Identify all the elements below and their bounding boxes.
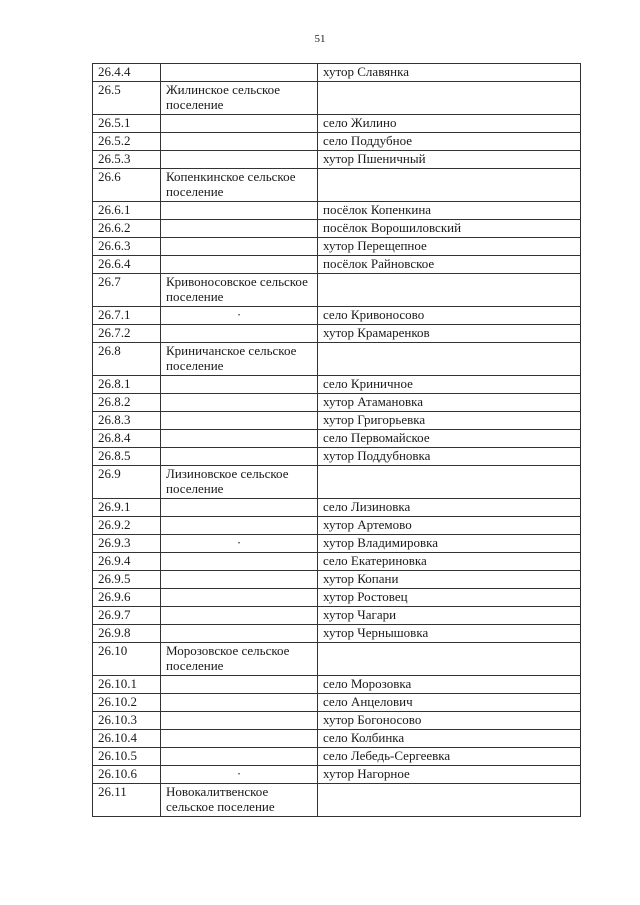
table-row xyxy=(93,238,581,256)
table-row xyxy=(93,676,581,694)
settlement-name-cell xyxy=(161,202,318,220)
locality-cell xyxy=(318,466,581,499)
settlement-name-cell xyxy=(161,115,318,133)
locality-cell xyxy=(318,784,581,817)
table-row xyxy=(93,430,581,448)
code-cell: 26.6.4 xyxy=(93,256,161,274)
locality-cell: село Кривоносово xyxy=(318,307,581,325)
code-cell: 26.8.5 xyxy=(93,448,161,466)
settlement-name-cell xyxy=(161,607,318,625)
settlement-name-cell xyxy=(161,151,318,169)
table-row xyxy=(93,343,581,376)
locality-cell: хутор Славянка xyxy=(318,64,581,82)
settlement-name-cell xyxy=(161,220,318,238)
settlement-name-cell: Кривоносовское сельское поселение xyxy=(161,274,318,307)
locality-cell xyxy=(318,82,581,115)
settlement-name-cell: · xyxy=(161,535,318,553)
table-row xyxy=(93,274,581,307)
code-cell: 26.5.1 xyxy=(93,115,161,133)
code-cell: 26.6.3 xyxy=(93,238,161,256)
table-row xyxy=(93,553,581,571)
settlement-name-cell xyxy=(161,625,318,643)
settlement-name-cell xyxy=(161,256,318,274)
code-cell: 26.4.4 xyxy=(93,64,161,82)
locality-cell: хутор Пшеничный xyxy=(318,151,581,169)
settlement-name-cell xyxy=(161,325,318,343)
table-row xyxy=(93,307,581,325)
code-cell: 26.5 xyxy=(93,82,161,115)
code-cell: 26.7 xyxy=(93,274,161,307)
code-cell: 26.8.3 xyxy=(93,412,161,430)
settlement-name-cell xyxy=(161,553,318,571)
table-row xyxy=(93,202,581,220)
settlements-table-body xyxy=(93,64,581,817)
code-cell: 26.9.8 xyxy=(93,625,161,643)
table-row xyxy=(93,448,581,466)
code-cell: 26.10.6 xyxy=(93,766,161,784)
locality-cell xyxy=(318,169,581,202)
table-row xyxy=(93,748,581,766)
locality-cell: хутор Богоносово xyxy=(318,712,581,730)
locality-cell: хутор Атамановка xyxy=(318,394,581,412)
locality-cell: хутор Чернышовка xyxy=(318,625,581,643)
code-cell: 26.5.2 xyxy=(93,133,161,151)
code-cell: 26.6.2 xyxy=(93,220,161,238)
locality-cell: село Криничное xyxy=(318,376,581,394)
settlement-name-cell xyxy=(161,430,318,448)
code-cell: 26.9.1 xyxy=(93,499,161,517)
locality-cell: село Жилино xyxy=(318,115,581,133)
settlement-name-cell xyxy=(161,748,318,766)
table-row xyxy=(93,151,581,169)
locality-cell: хутор Владимировка xyxy=(318,535,581,553)
settlement-name-cell xyxy=(161,412,318,430)
locality-cell: посёлок Ворошиловский xyxy=(318,220,581,238)
table-row xyxy=(93,535,581,553)
settlement-name-cell xyxy=(161,676,318,694)
settlement-name-cell xyxy=(161,133,318,151)
settlement-name-cell xyxy=(161,694,318,712)
table-row xyxy=(93,412,581,430)
table-row xyxy=(93,394,581,412)
settlement-name-cell: Лизиновское сельское поселение xyxy=(161,466,318,499)
table-row xyxy=(93,325,581,343)
code-cell: 26.8 xyxy=(93,343,161,376)
settlement-name-cell: Криничанское сельское поселение xyxy=(161,343,318,376)
settlement-name-cell xyxy=(161,64,318,82)
code-cell: 26.10.2 xyxy=(93,694,161,712)
table-row xyxy=(93,625,581,643)
settlement-name-cell xyxy=(161,238,318,256)
code-cell: 26.10.3 xyxy=(93,712,161,730)
code-cell: 26.6 xyxy=(93,169,161,202)
code-cell: 26.10 xyxy=(93,643,161,676)
settlement-name-cell xyxy=(161,589,318,607)
code-cell: 26.8.4 xyxy=(93,430,161,448)
locality-cell: посёлок Копенкина xyxy=(318,202,581,220)
table-row xyxy=(93,466,581,499)
page-number: 51 xyxy=(314,33,326,45)
code-cell: 26.7.1 xyxy=(93,307,161,325)
table-row xyxy=(93,766,581,784)
table-row xyxy=(93,571,581,589)
table-row xyxy=(93,784,581,817)
settlements-table xyxy=(92,63,581,817)
code-cell: 26.6.1 xyxy=(93,202,161,220)
locality-cell: хутор Копани xyxy=(318,571,581,589)
locality-cell: хутор Григорьевка xyxy=(318,412,581,430)
code-cell: 26.11 xyxy=(93,784,161,817)
table-row xyxy=(93,64,581,82)
settlement-name-cell xyxy=(161,448,318,466)
locality-cell: хутор Артемово xyxy=(318,517,581,535)
table-row xyxy=(93,517,581,535)
code-cell: 26.8.2 xyxy=(93,394,161,412)
code-cell: 26.9.3 xyxy=(93,535,161,553)
locality-cell: село Екатериновка xyxy=(318,553,581,571)
code-cell: 26.7.2 xyxy=(93,325,161,343)
locality-cell: хутор Поддубновка xyxy=(318,448,581,466)
settlement-name-cell: Морозовское сельское поселение xyxy=(161,643,318,676)
settlement-name-cell xyxy=(161,376,318,394)
locality-cell xyxy=(318,343,581,376)
table-row xyxy=(93,694,581,712)
settlement-name-cell xyxy=(161,712,318,730)
locality-cell: хутор Нагорное xyxy=(318,766,581,784)
table-row xyxy=(93,82,581,115)
locality-cell: посёлок Райновское xyxy=(318,256,581,274)
locality-cell: село Лебедь-Сергеевка xyxy=(318,748,581,766)
settlement-name-cell xyxy=(161,499,318,517)
settlement-name-cell: · xyxy=(161,307,318,325)
settlement-name-cell xyxy=(161,394,318,412)
settlement-name-cell: Копенкинское сельское поселение xyxy=(161,169,318,202)
locality-cell: село Анцелович xyxy=(318,694,581,712)
locality-cell: хутор Ростовец xyxy=(318,589,581,607)
table-row xyxy=(93,169,581,202)
table-row xyxy=(93,115,581,133)
code-cell: 26.10.1 xyxy=(93,676,161,694)
locality-cell xyxy=(318,274,581,307)
table-row xyxy=(93,607,581,625)
settlement-name-cell xyxy=(161,730,318,748)
locality-cell: село Поддубное xyxy=(318,133,581,151)
table-row xyxy=(93,712,581,730)
code-cell: 26.9.4 xyxy=(93,553,161,571)
table-row xyxy=(93,499,581,517)
locality-cell: хутор Крамаренков xyxy=(318,325,581,343)
table-row xyxy=(93,256,581,274)
code-cell: 26.10.5 xyxy=(93,748,161,766)
code-cell: 26.8.1 xyxy=(93,376,161,394)
code-cell: 26.9.6 xyxy=(93,589,161,607)
locality-cell xyxy=(318,643,581,676)
code-cell: 26.9.7 xyxy=(93,607,161,625)
code-cell: 26.10.4 xyxy=(93,730,161,748)
locality-cell: село Колбинка xyxy=(318,730,581,748)
code-cell: 26.9.5 xyxy=(93,571,161,589)
table-row xyxy=(93,133,581,151)
code-cell: 26.9 xyxy=(93,466,161,499)
locality-cell: село Лизиновка xyxy=(318,499,581,517)
code-cell: 26.9.2 xyxy=(93,517,161,535)
settlement-name-cell: · xyxy=(161,766,318,784)
settlement-name-cell: Новокалитвенское сельское поселение xyxy=(161,784,318,817)
code-cell: 26.5.3 xyxy=(93,151,161,169)
table-row xyxy=(93,643,581,676)
locality-cell: хутор Чагари xyxy=(318,607,581,625)
locality-cell: хутор Перещепное xyxy=(318,238,581,256)
locality-cell: село Первомайское xyxy=(318,430,581,448)
locality-cell: село Морозовка xyxy=(318,676,581,694)
settlement-name-cell: Жилинское сельское поселение xyxy=(161,82,318,115)
settlement-name-cell xyxy=(161,571,318,589)
table-row xyxy=(93,589,581,607)
table-row xyxy=(93,220,581,238)
table-row xyxy=(93,376,581,394)
settlement-name-cell xyxy=(161,517,318,535)
table-row xyxy=(93,730,581,748)
